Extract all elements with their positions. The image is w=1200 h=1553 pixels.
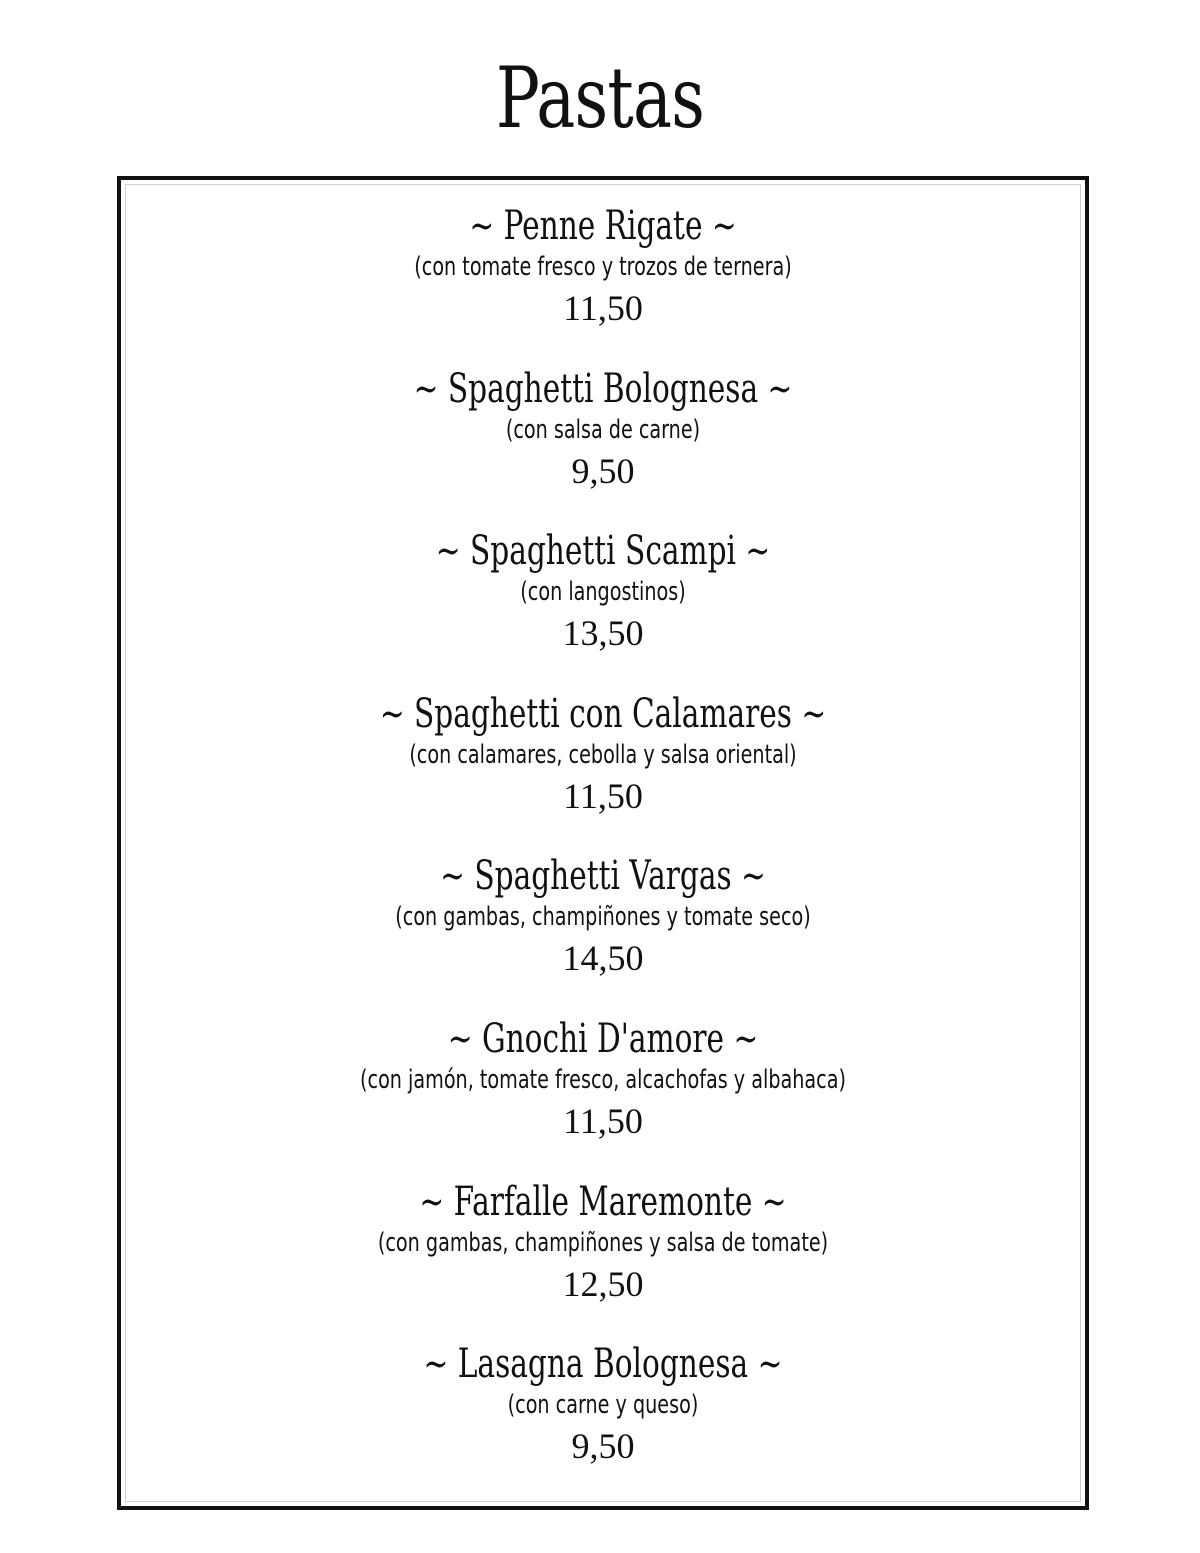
dish-name: ~ Spaghetti Scampi ~ (435, 528, 771, 575)
menu-item (121, 850, 1085, 1013)
menu-item (121, 363, 1085, 526)
dish-price: 11,50 (563, 1100, 643, 1141)
dish-name: ~ Lasagna Bolognesa ~ (423, 1341, 783, 1388)
menu-item (121, 1013, 1085, 1176)
dish-price: 11,50 (563, 288, 643, 328)
dish-name: ~ Spaghetti con Calamares ~ (379, 690, 827, 737)
menu-item (121, 525, 1085, 688)
page-title: Pastas (495, 49, 705, 147)
dish-name: ~ Farfalle Maremonte ~ (419, 1178, 787, 1225)
dish-name: ~ Penne Rigate ~ (469, 203, 737, 249)
dish-price: 11,50 (563, 775, 643, 816)
dish-description: (con calamares, cebolla y salsa oriental) (409, 739, 797, 770)
dish-price: 12,50 (562, 1263, 644, 1304)
dish-name: ~ Spaghetti Bolognesa ~ (413, 365, 793, 412)
dish-description: (con langostinos) (520, 577, 686, 608)
menu-item (121, 1176, 1085, 1339)
menu-frame (117, 176, 1089, 1510)
menu-item (121, 200, 1085, 363)
dish-name: ~ Spaghetti Vargas ~ (440, 853, 766, 900)
dish-price: 9,50 (571, 450, 635, 491)
menu-item (121, 688, 1085, 851)
menu-list (121, 200, 1085, 1501)
dish-description: (con gambas, champiñones y tomate seco) (395, 902, 811, 933)
dish-price: 13,50 (562, 613, 644, 654)
dish-price: 9,50 (571, 1426, 635, 1467)
dish-description: (con carne y queso) (507, 1390, 699, 1421)
dish-description: (con jamón, tomate fresco, alcachofas y albahaca) (360, 1064, 846, 1095)
dish-description: (con tomate fresco y trozos de ternera) (414, 252, 792, 282)
dish-price: 14,50 (562, 938, 644, 979)
dish-description: (con gambas, champiñones y salsa de tomate) (377, 1227, 829, 1258)
dish-name: ~ Gnochi D'amore ~ (447, 1015, 759, 1062)
dish-description: (con salsa de carne) (505, 414, 701, 445)
menu-item (121, 1338, 1085, 1501)
